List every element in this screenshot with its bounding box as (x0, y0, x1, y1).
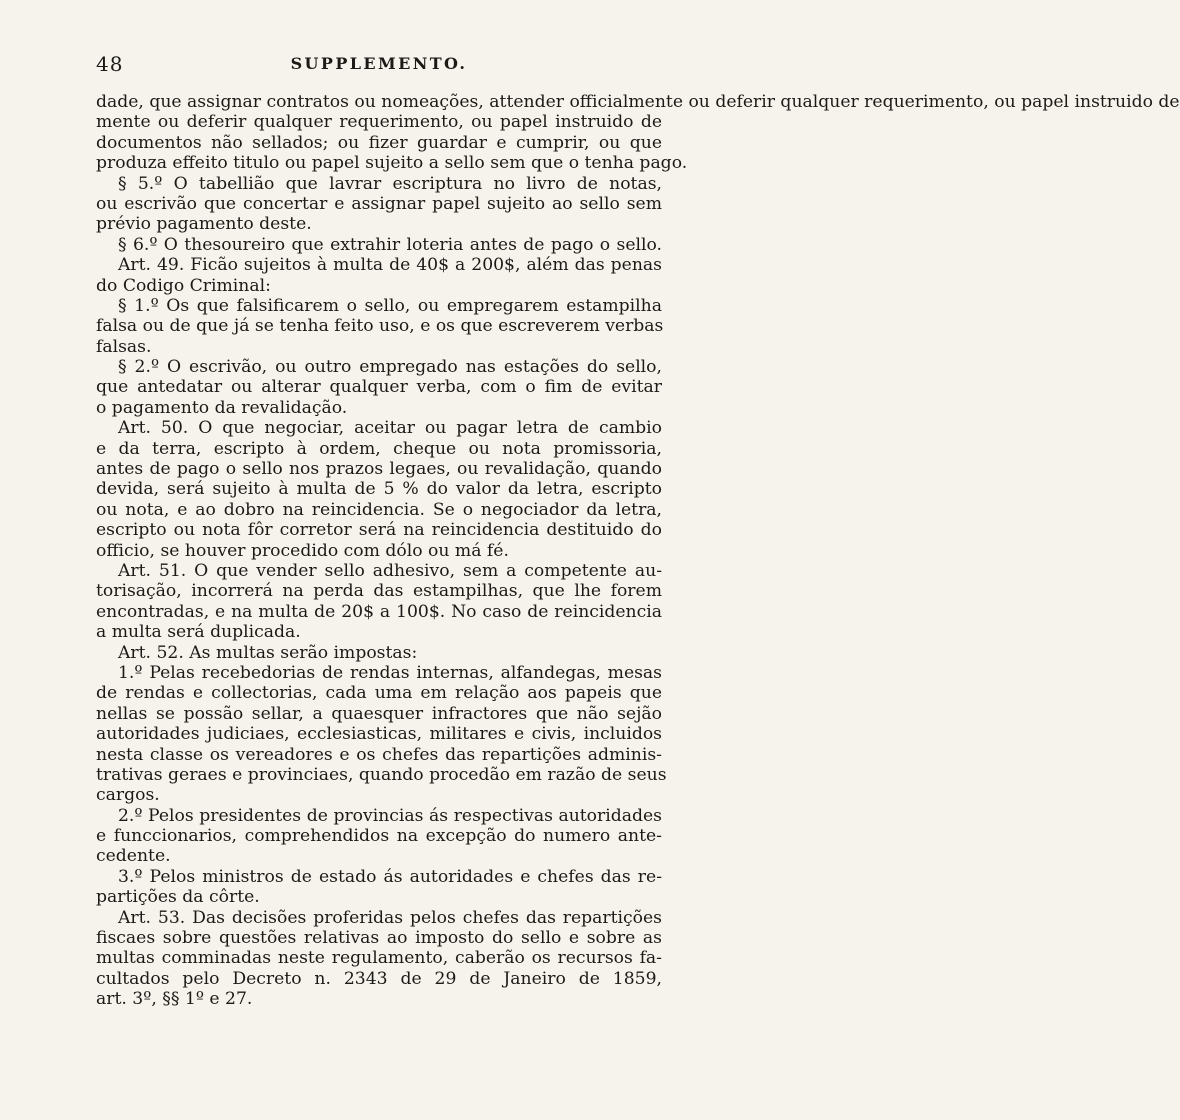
text-line: a multa será duplicada. (96, 622, 301, 643)
text-line: que antedatar ou alterar qualquer verba, com o fim de evitar (96, 377, 662, 398)
text-line: multas comminadas neste regulamento, caberão os recursos fa- (96, 948, 662, 969)
text-line: cedente. (96, 846, 171, 867)
text-line: § 2.º O escrivão, ou outro empregado nas estações do sello, (118, 357, 662, 378)
page-number: 48 (96, 52, 124, 76)
text-line: torisação, incorrerá na perda das estampilhas, que lhe forem (96, 581, 662, 602)
text-line: officio, se houver procedido com dólo ou má fé. (96, 540, 509, 561)
text-line: § 6.º O thesoureiro que extrahir loteria antes de pago o sello. (118, 234, 662, 255)
text-line: nellas se possão sellar, a quaesquer infractores que não sejão (96, 703, 662, 724)
text-line: produza effeito titulo ou papel sujeito a sello sem que o tenha pago. (96, 153, 688, 174)
text-line: partições da côrte. (96, 887, 260, 908)
text-line: devida, será sujeito à multa de 5 % do valor da letra, escripto (96, 479, 662, 500)
text-line: de rendas e collectorias, cada uma em relação aos papeis que (96, 683, 662, 704)
text-line: e da terra, escripto à ordem, cheque ou nota promissoria, (96, 438, 662, 459)
text-line: cargos. (96, 785, 160, 806)
text-line: documentos não sellados; ou fizer guardar e cumprir, ou que (96, 132, 662, 153)
text-line: falsas. (96, 336, 152, 357)
text-line: antes de pago o sello nos prazos legaes, ou revalidação, quando (96, 459, 662, 480)
text-line: dade, que assignar contratos ou nomeações, attender officialmente ou deferir qualquer requerimento, ou papel instruido de (96, 92, 1180, 112)
text-line: art. 3º, §§ 1º e 27. (96, 989, 253, 1010)
text-line: Art. 49. Ficão sujeitos à multa de 40$ a 200$, além das penas (118, 255, 662, 276)
text-line: Art. 53. Das decisões proferidas pelos chefes das repartições (118, 907, 662, 928)
text-line: trativas geraes e provinciaes, quando procedão em razão de seus (96, 764, 667, 785)
text-line: Art. 50. O que negociar, aceitar ou pagar letra de cambio (118, 418, 662, 439)
text-line: § 5.º O tabellião que lavrar escriptura no livro de notas, (118, 173, 662, 194)
text-line: do Codigo Criminal: (96, 275, 271, 296)
page-header (96, 50, 662, 82)
text-line: ou escrivão que concertar e assignar papel sujeito ao sello sem (96, 193, 662, 214)
text-line: Art. 52. As multas serão impostas: (118, 642, 418, 663)
text-line: falsa ou de que já se tenha feito uso, e os que escreverem verbas (96, 316, 664, 337)
text-line: prévio pagamento deste. (96, 214, 312, 235)
text-line: 2.º Pelos presidentes de provincias ás respectivas autoridades (118, 805, 662, 826)
text-line: 3.º Pelos ministros de estado ás autoridades e chefes das re- (118, 866, 662, 887)
text-line: cultados pelo Decreto n. 2343 de 29 de Janeiro de 1859, (96, 968, 662, 989)
text-line: e funccionarios, comprehendidos na excepção do numero ante- (96, 826, 662, 847)
running-title: SUPPLEMENTO. (290, 54, 468, 73)
text-line: escripto ou nota fôr corretor será na reincidencia destituido do (96, 520, 662, 541)
text-line: § 1.º Os que falsificarem o sello, ou empregarem estampilha (118, 295, 662, 316)
text-line: o pagamento da revalidação. (96, 397, 348, 418)
text-line: 1.º Pelas recebedorias de rendas internas, alfandegas, mesas (118, 662, 662, 683)
text-line: mente ou deferir qualquer requerimento, ou papel instruido de (96, 112, 662, 133)
text-line: autoridades judiciaes, ecclesiasticas, militares e civis, incluidos (96, 724, 662, 745)
text-line: fiscaes sobre questões relativas ao imposto do sello e sobre as (96, 928, 662, 949)
text-line: nesta classe os vereadores e os chefes das repartições adminis- (96, 744, 662, 765)
text-line: ou nota, e ao dobro na reincidencia. Se o negociador da letra, (96, 499, 662, 520)
text-line: Art. 51. O que vender sello adhesivo, sem a competente au- (118, 560, 662, 581)
text-line: encontradas, e na multa de 20$ a 100$. No caso de reincidencia (96, 601, 662, 622)
body-text (96, 92, 1180, 1010)
